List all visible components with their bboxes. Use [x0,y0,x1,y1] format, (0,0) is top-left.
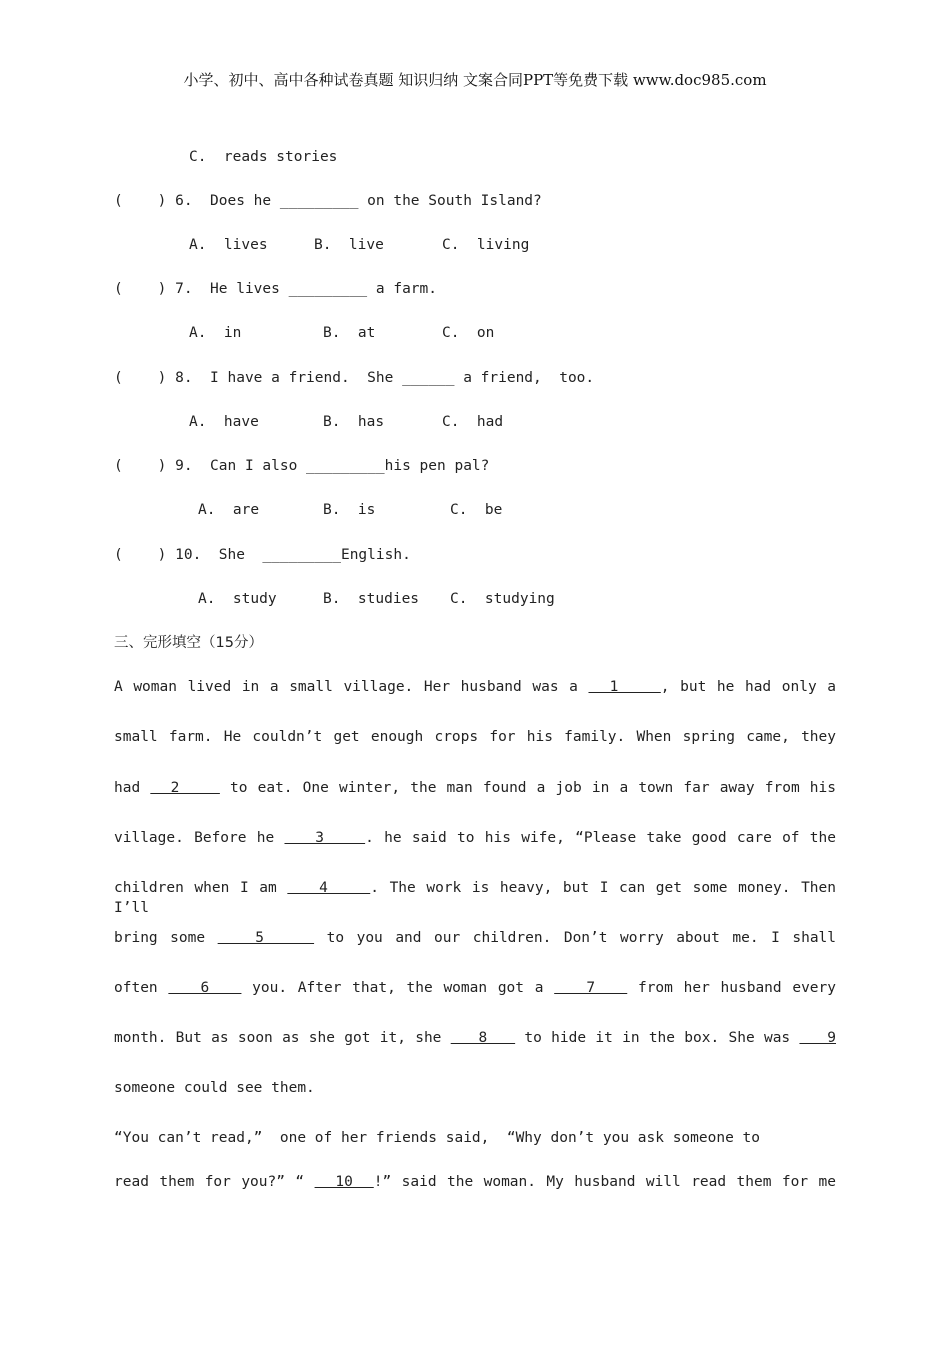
section-3-title: 三、完形填空（15分） [114,635,263,651]
blank-3: 3 [284,830,366,846]
q5-option-c: C. reads stories [189,149,338,165]
question-10-option-a: A. study [198,591,277,607]
passage-line-9: someone could see them. [114,1080,315,1096]
blank-1: 1 [588,679,661,695]
blank-4: 4 [287,880,371,896]
passage-line-11: read them for you?” “ 10 !” said the woman. My husband will read them for me [114,1174,836,1190]
passage-line-6: bring some 5 to you and our children. Don’t worry about me. I shall [114,930,837,946]
passage-line-1: A woman lived in a small village. Her husband was a 1 , but he had only a [114,679,836,695]
passage-line-10: “You can’t read,” one of her friends said, “Why don’t you ask someone to [114,1130,761,1146]
passage-line-4: village. Before he 3 . he said to his wife, “Please take good care of the [114,830,836,846]
passage-line-5: children when I am 4 . The work is heavy, but I can get some money. Then I’ll [114,880,836,916]
passage-line-2: small farm. He couldn’t get enough crops for his family. When spring came, they [114,729,836,745]
blank-9: 9 [799,1030,837,1046]
question-8-option-c: C. had [442,414,504,430]
passage-line-3: had 2 to eat. One winter, the man found a job in a town far away from his [114,780,836,796]
question-10-option-b: B. studies [323,591,420,607]
question-6-option-a: A. lives [189,237,268,253]
question-7-option-c: C. on [442,325,495,341]
blank-5: 5 [217,930,315,946]
question-7-option-b: B. at [323,325,376,341]
question-8-option-b: B. has [323,414,385,430]
blank-7: 7 [554,980,628,996]
blank-6: 6 [168,980,242,996]
question-6-stem: ( ) 6. Does he _________ on the South Island? [114,193,542,209]
question-9-option-b: B. is [323,502,376,518]
question-9-option-a: A. are [198,502,260,518]
question-7-option-a: A. in [189,325,242,341]
question-9-stem: ( ) 9. Can I also _________his pen pal? [114,458,490,474]
question-10-option-c: C. studying [450,591,555,607]
question-9-option-c: C. be [450,502,503,518]
question-6-option-c: C. living [442,237,530,253]
question-8-stem: ( ) 8. I have a friend. She ______ a friend, too. [114,370,595,386]
question-6-option-b: B. live [314,237,384,253]
passage-line-7: often 6 you. After that, the woman got a 7 from her husband every [114,980,836,996]
page-header: 小学、初中、高中各种试卷真题 知识归纳 文案合同PPT等免费下载 www.doc985.com [183,71,767,89]
blank-10: 10 [314,1174,374,1190]
question-10-stem: ( ) 10. She _________English. [114,547,411,563]
blank-2: 2 [150,780,220,796]
passage-line-8: month. But as soon as she got it, she 8 to hide it in the box. She was 9 [114,1030,837,1046]
question-7-stem: ( ) 7. He lives _________ a farm. [114,281,438,297]
blank-8: 8 [450,1030,516,1046]
question-8-option-a: A. have [189,414,259,430]
